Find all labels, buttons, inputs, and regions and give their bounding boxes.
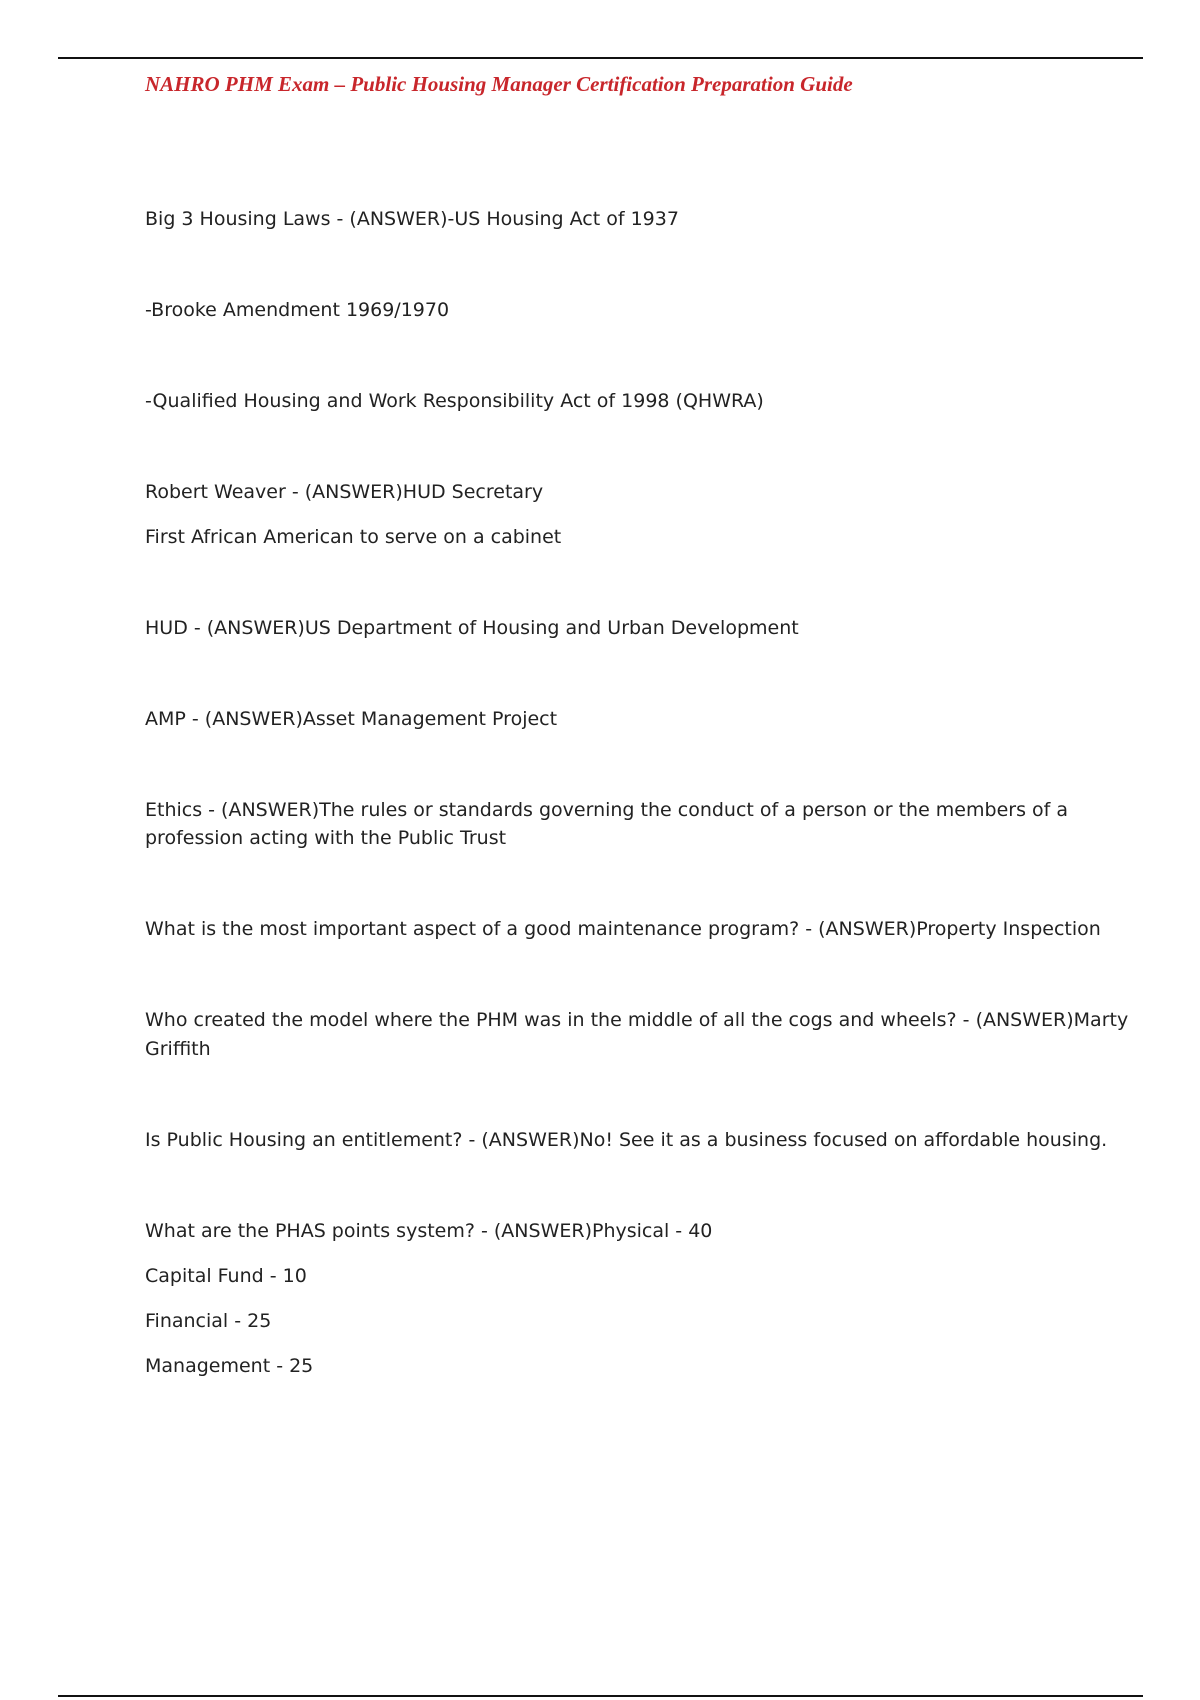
bottom-rule	[58, 1695, 1143, 1697]
qa-maintenance-program: What is the most important aspect of a good maintenance program? - (ANSWER)Property Inspection	[145, 918, 1101, 940]
qa-robert-weaver: Robert Weaver - (ANSWER)HUD Secretary	[145, 481, 544, 503]
qa-public-housing-entitlement: Is Public Housing an entitlement? - (ANSWER)No! See it as a business focused on affordable housing.	[145, 1129, 1108, 1151]
phas-capital-fund: Capital Fund - 10	[145, 1265, 307, 1287]
qa-robert-weaver-detail: First African American to serve on a cabinet	[145, 526, 562, 548]
qa-phas-points: What are the PHAS points system? - (ANSWER)Physical - 40	[145, 1220, 713, 1242]
qa-phm-model-continued: Griffith	[145, 1038, 211, 1060]
qa-ethics: Ethics - (ANSWER)The rules or standards governing the conduct of a person or the members of a	[145, 799, 1069, 821]
qa-phm-model: Who created the model where the PHM was in the middle of all the cogs and wheels? - (ANSWER)Marty	[145, 1009, 1129, 1031]
top-rule	[58, 57, 1143, 59]
phas-management: Management - 25	[145, 1355, 314, 1377]
phas-financial: Financial - 25	[145, 1310, 272, 1332]
qa-big3-housing-laws: Big 3 Housing Laws - (ANSWER)-US Housing Act of 1937	[145, 208, 679, 230]
qa-hud: HUD - (ANSWER)US Department of Housing and Urban Development	[145, 617, 799, 639]
document-header-title: NAHRO PHM Exam – Public Housing Manager Certification Preparation Guide	[145, 72, 853, 96]
qa-amp: AMP - (ANSWER)Asset Management Project	[145, 708, 558, 730]
qa-brooke-amendment: -Brooke Amendment 1969/1970	[145, 299, 450, 321]
qa-ethics-continued: profession acting with the Public Trust	[145, 827, 507, 849]
qa-qhwra: -Qualified Housing and Work Responsibility Act of 1998 (QHWRA)	[145, 390, 764, 412]
